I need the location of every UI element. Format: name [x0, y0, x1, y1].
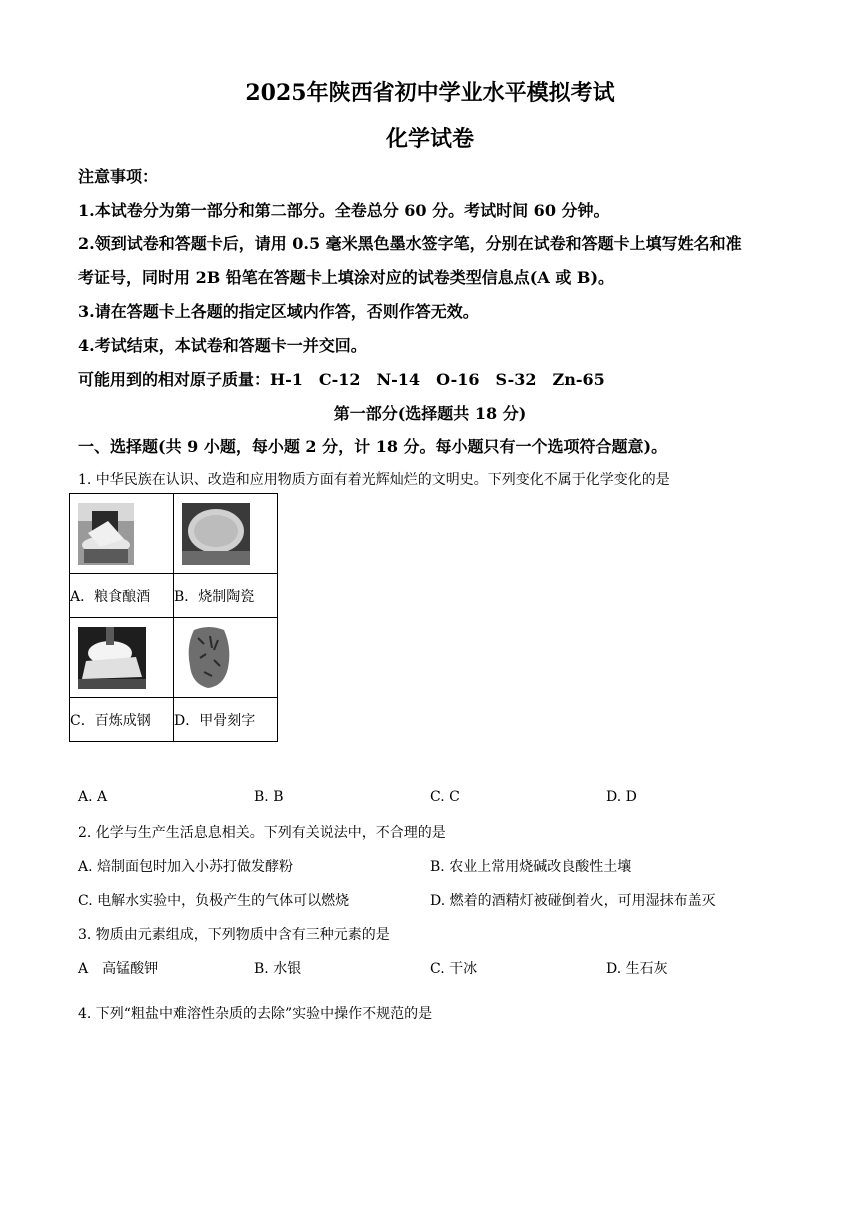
notice-item-4: 4.考试结束，本试卷和答题卡一并交回。: [78, 336, 367, 355]
label-cell-c: C．百炼成钢: [70, 698, 174, 742]
exam-subtitle: 化学试卷: [385, 126, 474, 152]
notice-item-3: 3.请在答题卡上各题的指定区域内作答，否则作答无效。: [78, 302, 479, 321]
q1-option-d: D. D: [606, 789, 637, 805]
q2-option-d: D. 燃着的酒精灯被碰倒着火，可用湿抹布盖灭: [430, 893, 716, 909]
label-cell-d: D．甲骨刻字: [174, 698, 278, 742]
q3-option-a: A 高锰酸钾: [78, 961, 159, 977]
question-2-stem: 2. 化学与生产生活息息相关。下列有关说法中，不合理的是: [78, 825, 446, 841]
notice-item-2-cont: 考证号，同时用 2B 铅笔在答题卡上填涂对应的试卷类型信息点(A 或 B)。: [78, 268, 615, 287]
porcelain-image: [182, 503, 250, 565]
q3-option-b: B. 水银: [254, 961, 302, 977]
notice-item-2: 2.领到试卷和答题卡后，请用 0.5 毫米黑色墨水签字笔，分别在试卷和答题卡上填写姓名和准: [78, 234, 742, 253]
question-3-stem: 3. 物质由元素组成，下列物质中含有三种元素的是: [78, 927, 390, 943]
label-cell-a: A．粮食酿酒: [70, 574, 174, 618]
exam-title: 2025年陕西省初中学业水平模拟考试: [245, 80, 615, 106]
image-cell-d: [174, 618, 278, 698]
q2-option-a: A. 焙制面包时加入小苏打做发酵粉: [78, 859, 294, 875]
question-4-stem: 4. 下列“粗盐中难溶性杂质的去除”实验中操作不规范的是: [78, 1006, 433, 1022]
part1-title: 第一部分(选择题共 18 分): [333, 404, 527, 423]
question-1-table: [69, 493, 278, 742]
q3-option-c: C. 干冰: [430, 961, 478, 977]
question-1-stem: 1. 中华民族在认识、改造和应用物质方面有着光辉灿烂的文明史。下列变化不属于化学变化的是: [78, 472, 670, 488]
section-heading: 一、选择题(共 9 小题，每小题 2 分，计 18 分。每小题只有一个选项符合题意)。: [78, 437, 668, 456]
steel-forging-image: [78, 627, 146, 689]
image-cell-a: [70, 494, 174, 574]
notice-item-1: 1.本试卷分为第一部分和第二部分。全卷总分 60 分。考试时间 60 分钟。: [78, 201, 610, 220]
label-cell-b: B．烧制陶瓷: [174, 574, 278, 618]
q1-option-a: A. A: [78, 789, 108, 805]
q1-option-c: C. C: [430, 789, 460, 805]
wine-brewing-image: [78, 503, 134, 565]
q2-option-b: B. 农业上常用烧碱改良酸性土壤: [430, 859, 632, 875]
image-cell-c: [70, 618, 174, 698]
q3-option-d: D. 生石灰: [606, 961, 668, 977]
atomic-masses: 可能用到的相对原子质量：H-1 C-12 N-14 O-16 S-32 Zn-65: [78, 370, 605, 389]
q2-option-c: C. 电解水实验中，负极产生的气体可以燃烧: [78, 893, 350, 909]
oracle-bone-image: [184, 624, 234, 690]
q1-option-b: B. B: [254, 789, 284, 805]
image-cell-b: [174, 494, 278, 574]
notice-heading: 注意事项：: [78, 167, 159, 186]
